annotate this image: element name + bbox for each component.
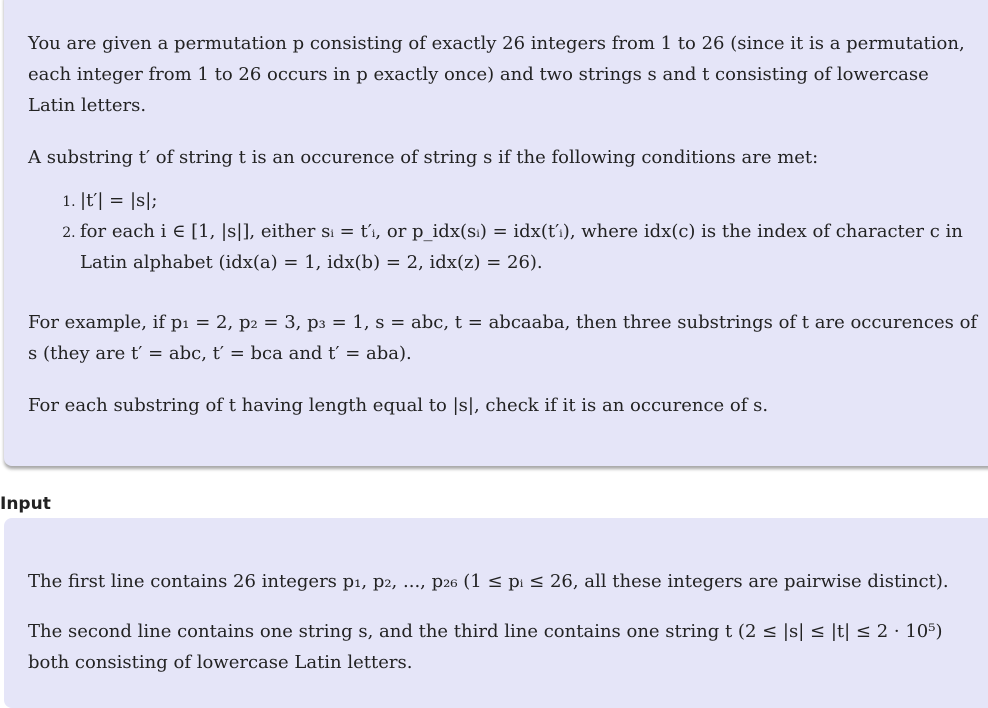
conditions-list bbox=[60, 185, 980, 278]
statement-paragraph-1: You are given a permutation p consisting of exactly 26 integers from 1 to 26 (since it is a permutation, each integer from 1 to 26 occurs in p exactly once) and two strings s and t consisting of lowercase Latin letters. bbox=[28, 33, 965, 116]
input-paragraph-2: The second line contains one string s, and the third line contains one string t (2 ≤ |s| ≤ |t| ≤ 2 · 10⁵) both consisting of lowercase Latin letters. bbox=[28, 621, 943, 673]
input-panel bbox=[4, 518, 988, 708]
condition-item-1: 1. |t′| = |s|; bbox=[80, 185, 980, 216]
condition-item-2: 2. for each i ∈ [1, |s|], either sᵢ = t′ᵢ, or p_idx(sᵢ) = idx(t′ᵢ), where idx(c) is the index of character c in Latin alphabet (idx(a) = 1, idx(b) = 2, idx(z) = 26). bbox=[80, 216, 980, 278]
input-paragraph-1: The first line contains 26 integers p₁, p₂, ..., p₂₆ (1 ≤ pᵢ ≤ 26, all these integers are pairwise distinct). bbox=[28, 571, 949, 592]
input-section-title: Input bbox=[0, 494, 51, 514]
statement-paragraph-2: A substring t′ of string t is an occurence of string s if the following conditions are met: bbox=[28, 147, 819, 168]
statement-paragraph-4: For each substring of t having length equal to |s|, check if it is an occurence of s. bbox=[28, 395, 769, 416]
statement-panel bbox=[4, 0, 988, 466]
statement-paragraph-3: For example, if p₁ = 2, p₂ = 3, p₃ = 1, s = abc, t = abcaaba, then three substrings of t are occurences of s (they are t′ = abc, t′ = bca and t′ = aba). bbox=[28, 312, 978, 364]
